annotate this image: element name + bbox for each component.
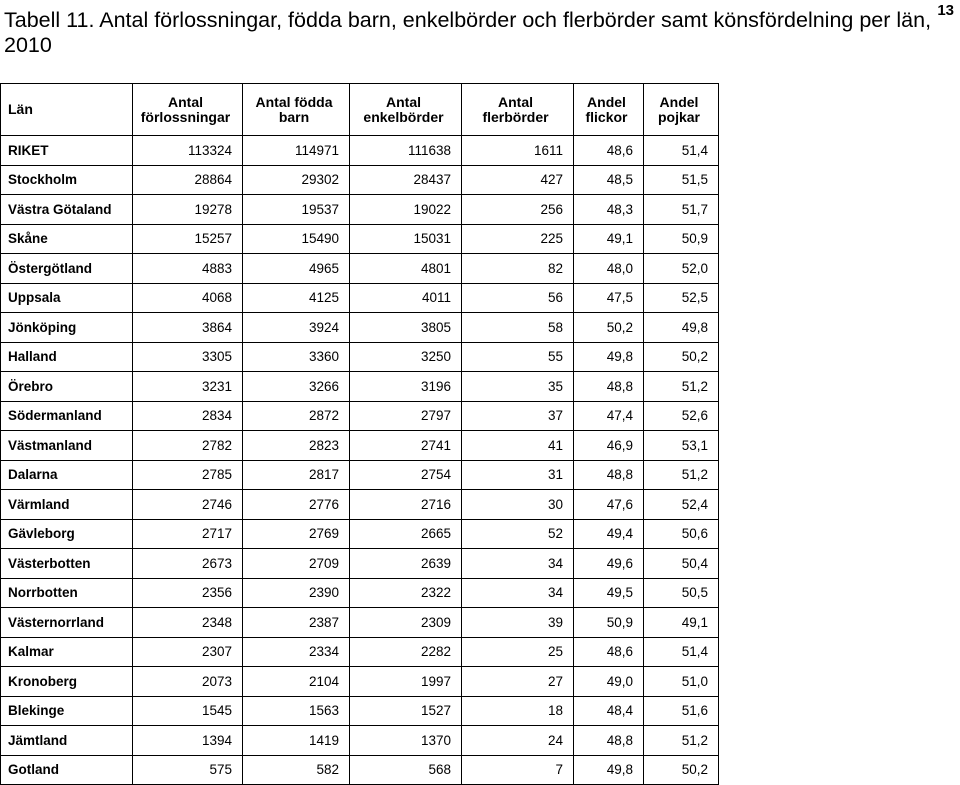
cell-andel-flickor: 48,5 [574, 165, 644, 195]
cell-andel-pojkar: 51,6 [644, 696, 719, 726]
cell-flerborder: 1611 [462, 136, 574, 166]
cell-andel-flickor: 48,8 [574, 726, 644, 756]
column-header-fodda-barn [243, 84, 350, 136]
cell-fodda-barn: 2104 [243, 667, 350, 697]
cell-forlossningar: 28864 [133, 165, 243, 195]
column-header-lan [1, 84, 133, 136]
cell-fodda-barn: 2776 [243, 490, 350, 520]
cell-enkelborder: 2639 [350, 549, 462, 579]
cell-lan: Norrbotten [1, 578, 133, 608]
cell-flerborder: 225 [462, 224, 574, 254]
table-row [1, 431, 719, 461]
cell-enkelborder: 28437 [350, 165, 462, 195]
cell-lan: RIKET [1, 136, 133, 166]
cell-flerborder: 34 [462, 578, 574, 608]
cell-forlossningar: 113324 [133, 136, 243, 166]
header-label-line1: Län [8, 101, 33, 117]
cell-andel-pojkar: 50,5 [644, 578, 719, 608]
column-header-enkelborder [350, 84, 462, 136]
table-row [1, 490, 719, 520]
cell-flerborder: 24 [462, 726, 574, 756]
cell-andel-pojkar: 53,1 [644, 431, 719, 461]
cell-andel-pojkar: 49,1 [644, 608, 719, 638]
cell-flerborder: 31 [462, 460, 574, 490]
cell-lan: Uppsala [1, 283, 133, 313]
cell-andel-flickor: 48,6 [574, 136, 644, 166]
cell-andel-flickor: 48,8 [574, 372, 644, 402]
column-header-forlossningar [133, 84, 243, 136]
cell-forlossningar: 1394 [133, 726, 243, 756]
cell-flerborder: 37 [462, 401, 574, 431]
header-label-line1: Andel [659, 93, 699, 110]
cell-fodda-barn: 2390 [243, 578, 350, 608]
cell-andel-flickor: 47,6 [574, 490, 644, 520]
cell-fodda-barn: 19537 [243, 195, 350, 225]
table-row [1, 165, 719, 195]
cell-flerborder: 56 [462, 283, 574, 313]
cell-andel-flickor: 50,9 [574, 608, 644, 638]
cell-fodda-barn: 114971 [243, 136, 350, 166]
cell-andel-flickor: 49,8 [574, 755, 644, 785]
births-by-county-table [0, 83, 719, 785]
table-row [1, 254, 719, 284]
cell-lan: Kalmar [1, 637, 133, 667]
cell-andel-pojkar: 50,4 [644, 549, 719, 579]
cell-enkelborder: 2322 [350, 578, 462, 608]
table-row [1, 726, 719, 756]
cell-enkelborder: 1370 [350, 726, 462, 756]
cell-andel-pojkar: 52,4 [644, 490, 719, 520]
cell-andel-pojkar: 51,0 [644, 667, 719, 697]
cell-andel-flickor: 46,9 [574, 431, 644, 461]
cell-enkelborder: 568 [350, 755, 462, 785]
header-label-line2: flickor [585, 108, 628, 125]
header-row [1, 84, 719, 136]
table-row [1, 195, 719, 225]
cell-fodda-barn: 4125 [243, 283, 350, 313]
cell-andel-flickor: 49,5 [574, 578, 644, 608]
cell-enkelborder: 2716 [350, 490, 462, 520]
cell-fodda-barn: 3266 [243, 372, 350, 402]
table-row [1, 696, 719, 726]
cell-forlossningar: 4068 [133, 283, 243, 313]
header-label-line1: Antal [168, 93, 203, 110]
table-header [1, 84, 719, 136]
cell-andel-flickor: 49,8 [574, 342, 644, 372]
cell-fodda-barn: 1419 [243, 726, 350, 756]
cell-forlossningar: 3305 [133, 342, 243, 372]
column-header-flerborder [462, 84, 574, 136]
cell-andel-flickor: 49,0 [574, 667, 644, 697]
cell-fodda-barn: 2817 [243, 460, 350, 490]
cell-flerborder: 7 [462, 755, 574, 785]
cell-flerborder: 34 [462, 549, 574, 579]
cell-andel-pojkar: 51,4 [644, 136, 719, 166]
cell-lan: Halland [1, 342, 133, 372]
cell-lan: Gävleborg [1, 519, 133, 549]
cell-andel-flickor: 47,4 [574, 401, 644, 431]
cell-andel-pojkar: 52,0 [644, 254, 719, 284]
cell-flerborder: 52 [462, 519, 574, 549]
table-row [1, 136, 719, 166]
cell-lan: Stockholm [1, 165, 133, 195]
cell-andel-flickor: 48,0 [574, 254, 644, 284]
column-header-andel-flickor [574, 84, 644, 136]
header-label-line1: Antal födda [255, 93, 333, 110]
cell-enkelborder: 3805 [350, 313, 462, 343]
cell-forlossningar: 2356 [133, 578, 243, 608]
table-row [1, 755, 719, 785]
table-body [1, 136, 719, 785]
cell-flerborder: 39 [462, 608, 574, 638]
table-row [1, 224, 719, 254]
cell-lan: Jämtland [1, 726, 133, 756]
cell-fodda-barn: 2334 [243, 637, 350, 667]
cell-enkelborder: 2797 [350, 401, 462, 431]
cell-forlossningar: 2348 [133, 608, 243, 638]
cell-flerborder: 30 [462, 490, 574, 520]
cell-lan: Jönköping [1, 313, 133, 343]
header-label-line2: enkelbörder [363, 108, 444, 125]
cell-lan: Skåne [1, 224, 133, 254]
page-number: 13 [937, 2, 954, 19]
cell-andel-flickor: 47,5 [574, 283, 644, 313]
cell-flerborder: 18 [462, 696, 574, 726]
cell-enkelborder: 2741 [350, 431, 462, 461]
cell-enkelborder: 111638 [350, 136, 462, 166]
cell-enkelborder: 4801 [350, 254, 462, 284]
cell-andel-pojkar: 51,5 [644, 165, 719, 195]
cell-lan: Värmland [1, 490, 133, 520]
cell-lan: Södermanland [1, 401, 133, 431]
column-header-andel-pojkar [644, 84, 719, 136]
table-container [0, 83, 719, 785]
cell-andel-pojkar: 50,2 [644, 342, 719, 372]
cell-fodda-barn: 2387 [243, 608, 350, 638]
cell-andel-flickor: 48,8 [574, 460, 644, 490]
cell-lan: Västernorrland [1, 608, 133, 638]
cell-fodda-barn: 2769 [243, 519, 350, 549]
cell-lan: Örebro [1, 372, 133, 402]
cell-fodda-barn: 3924 [243, 313, 350, 343]
cell-forlossningar: 2307 [133, 637, 243, 667]
cell-andel-flickor: 48,3 [574, 195, 644, 225]
cell-lan: Västra Götaland [1, 195, 133, 225]
cell-enkelborder: 4011 [350, 283, 462, 313]
header-label-line1: Antal [498, 93, 533, 110]
table-row [1, 637, 719, 667]
cell-enkelborder: 2309 [350, 608, 462, 638]
cell-andel-flickor: 49,6 [574, 549, 644, 579]
cell-flerborder: 82 [462, 254, 574, 284]
table-row [1, 667, 719, 697]
cell-fodda-barn: 2709 [243, 549, 350, 579]
table-row [1, 342, 719, 372]
cell-flerborder: 256 [462, 195, 574, 225]
cell-forlossningar: 2834 [133, 401, 243, 431]
cell-andel-pojkar: 51,2 [644, 460, 719, 490]
cell-flerborder: 427 [462, 165, 574, 195]
cell-andel-pojkar: 51,2 [644, 726, 719, 756]
header-label-line2: flerbörder [482, 108, 549, 125]
cell-forlossningar: 2717 [133, 519, 243, 549]
table-row [1, 578, 719, 608]
cell-forlossningar: 15257 [133, 224, 243, 254]
cell-enkelborder: 1997 [350, 667, 462, 697]
table-row [1, 401, 719, 431]
cell-enkelborder: 15031 [350, 224, 462, 254]
header-label-line1: Antal [386, 93, 421, 110]
cell-fodda-barn: 2872 [243, 401, 350, 431]
cell-fodda-barn: 3360 [243, 342, 350, 372]
cell-fodda-barn: 29302 [243, 165, 350, 195]
cell-andel-pojkar: 49,8 [644, 313, 719, 343]
cell-forlossningar: 19278 [133, 195, 243, 225]
cell-lan: Västmanland [1, 431, 133, 461]
cell-forlossningar: 4883 [133, 254, 243, 284]
cell-lan: Kronoberg [1, 667, 133, 697]
cell-andel-flickor: 48,4 [574, 696, 644, 726]
header-label-line1: Andel [587, 93, 626, 110]
cell-andel-flickor: 50,2 [574, 313, 644, 343]
cell-flerborder: 25 [462, 637, 574, 667]
cell-forlossningar: 1545 [133, 696, 243, 726]
cell-andel-pojkar: 52,5 [644, 283, 719, 313]
cell-lan: Gotland [1, 755, 133, 785]
cell-andel-pojkar: 50,2 [644, 755, 719, 785]
cell-enkelborder: 19022 [350, 195, 462, 225]
cell-forlossningar: 2782 [133, 431, 243, 461]
table-row [1, 608, 719, 638]
cell-fodda-barn: 4965 [243, 254, 350, 284]
header-label-line2: pojkar [657, 108, 700, 125]
cell-fodda-barn: 582 [243, 755, 350, 785]
cell-lan: Västerbotten [1, 549, 133, 579]
cell-forlossningar: 575 [133, 755, 243, 785]
cell-andel-pojkar: 51,7 [644, 195, 719, 225]
table-row [1, 519, 719, 549]
cell-flerborder: 41 [462, 431, 574, 461]
table-row [1, 372, 719, 402]
cell-andel-pojkar: 50,9 [644, 224, 719, 254]
cell-fodda-barn: 15490 [243, 224, 350, 254]
cell-lan: Blekinge [1, 696, 133, 726]
cell-forlossningar: 2785 [133, 460, 243, 490]
cell-andel-pojkar: 51,2 [644, 372, 719, 402]
cell-enkelborder: 1527 [350, 696, 462, 726]
table-row [1, 549, 719, 579]
cell-forlossningar: 3864 [133, 313, 243, 343]
cell-enkelborder: 2282 [350, 637, 462, 667]
table-title: Tabell 11. Antal förlossningar, födda barn, enkelbörder och flerbörder samt könsfördelning per län, 2010 [4, 8, 932, 57]
table-row [1, 460, 719, 490]
cell-enkelborder: 2665 [350, 519, 462, 549]
cell-flerborder: 35 [462, 372, 574, 402]
cell-andel-pojkar: 50,6 [644, 519, 719, 549]
cell-forlossningar: 3231 [133, 372, 243, 402]
cell-enkelborder: 3250 [350, 342, 462, 372]
cell-andel-pojkar: 51,4 [644, 637, 719, 667]
cell-fodda-barn: 2823 [243, 431, 350, 461]
cell-forlossningar: 2073 [133, 667, 243, 697]
table-row [1, 283, 719, 313]
cell-fodda-barn: 1563 [243, 696, 350, 726]
cell-forlossningar: 2746 [133, 490, 243, 520]
cell-andel-pojkar: 52,6 [644, 401, 719, 431]
cell-andel-flickor: 49,4 [574, 519, 644, 549]
cell-enkelborder: 2754 [350, 460, 462, 490]
cell-flerborder: 58 [462, 313, 574, 343]
table-row [1, 313, 719, 343]
cell-lan: Dalarna [1, 460, 133, 490]
cell-andel-flickor: 48,6 [574, 637, 644, 667]
cell-forlossningar: 2673 [133, 549, 243, 579]
cell-enkelborder: 3196 [350, 372, 462, 402]
header-label-line2: barn [278, 108, 310, 125]
cell-lan: Östergötland [1, 254, 133, 284]
cell-flerborder: 27 [462, 667, 574, 697]
cell-flerborder: 55 [462, 342, 574, 372]
cell-andel-flickor: 49,1 [574, 224, 644, 254]
header-label-line2: förlossningar [140, 108, 231, 125]
